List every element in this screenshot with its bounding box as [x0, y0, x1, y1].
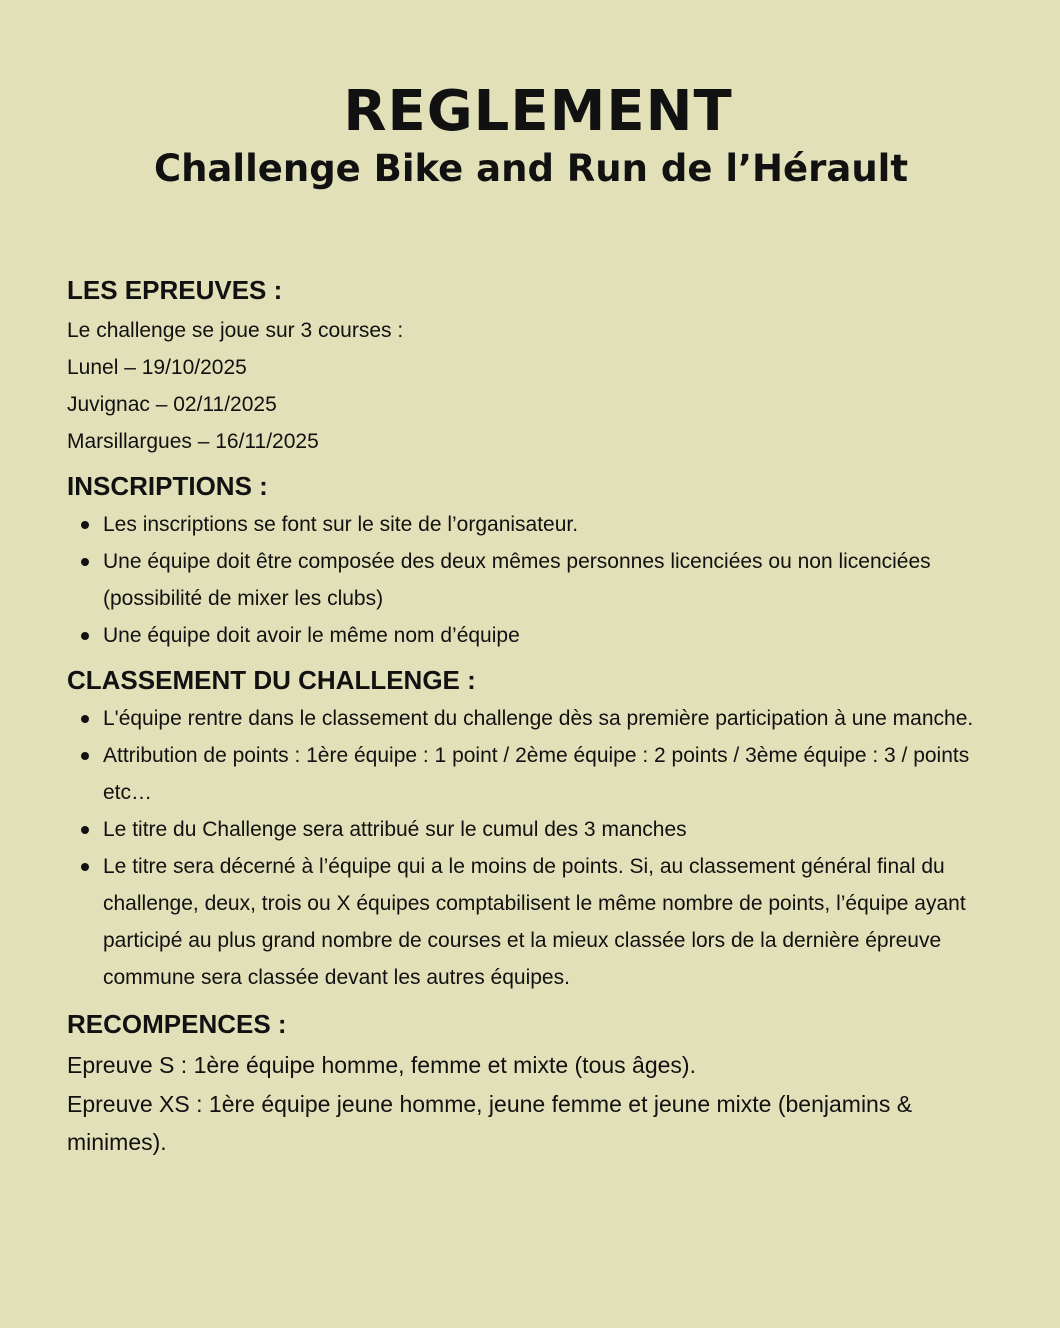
list-item: [67, 811, 1017, 848]
bullet-icon: [81, 632, 89, 640]
bullet-icon: [81, 826, 89, 834]
epreuves-intro: Le challenge se joue sur 3 courses :: [67, 319, 404, 342]
section-inscriptions: [67, 466, 1017, 654]
list-item: [67, 617, 1017, 654]
reward-epreuve-xs: Epreuve XS : 1ère équipe jeune homme, jeune femme et jeune mixte (benjamins & minimes).: [67, 1090, 913, 1155]
section-title-classement: CLASSEMENT DU CHALLENGE :: [67, 665, 476, 695]
inscriptions-list: [67, 506, 1017, 654]
list-item: [67, 700, 1017, 737]
list-item-text: Le titre du Challenge sera attribué sur le cumul des 3 manches: [103, 818, 687, 841]
bullet-icon: [81, 863, 89, 871]
page-subtitle: Challenge Bike and Run de l’Hérault: [153, 147, 909, 190]
bullet-icon: [81, 752, 89, 760]
race-juvignac: Juvignac – 02/11/2025: [67, 393, 277, 416]
list-item: [67, 506, 1017, 543]
page-title: REGLEMENT: [343, 79, 733, 144]
list-item-text: Attribution de points : 1ère équipe : 1 point / 2ème équipe : 2 points / 3ème équipe : 3 / points etc…: [103, 744, 970, 804]
classement-list: [67, 700, 1017, 996]
section-title-epreuves: LES EPREUVES :: [67, 275, 283, 305]
list-item-text: L'équipe rentre dans le classement du challenge dès sa première participation à une manche.: [103, 707, 974, 730]
bullet-icon: [81, 521, 89, 529]
section-title-inscriptions: INSCRIPTIONS :: [67, 471, 268, 501]
race-marsillargues: Marsillargues – 16/11/2025: [67, 430, 319, 453]
list-item-text: Le titre sera décerné à l’équipe qui a le moins de points. Si, au classement général final du challenge, deux, trois ou X équipes comptabilisent le même nombre de points, l’équipe ayant participé au plus grand nombre de courses et la mieux classée lors de la dernière épreuve commune sera classée devant les autres équipes.: [103, 855, 966, 989]
section-recompences: [67, 1004, 1017, 1162]
list-item: [67, 737, 1017, 811]
list-item: [67, 543, 1017, 617]
list-item-text: Les inscriptions se font sur le site de l’organisateur.: [103, 513, 579, 536]
bullet-icon: [81, 558, 89, 566]
list-item-text: Une équipe doit être composée des deux mêmes personnes licenciées ou non licenciées (possibilité de mixer les clubs): [103, 550, 931, 610]
rules-content: [67, 270, 1017, 1162]
reward-epreuve-s: Epreuve S : 1ère équipe homme, femme et mixte (tous âges).: [67, 1052, 696, 1078]
section-classement: [67, 660, 1017, 996]
list-item: [67, 848, 1017, 996]
section-title-recompences: RECOMPENCES :: [67, 1009, 287, 1039]
section-epreuves: [67, 270, 1017, 460]
bullet-icon: [81, 715, 89, 723]
race-lunel: Lunel – 19/10/2025: [67, 356, 247, 379]
list-item-text: Une équipe doit avoir le même nom d’équipe: [103, 624, 520, 647]
